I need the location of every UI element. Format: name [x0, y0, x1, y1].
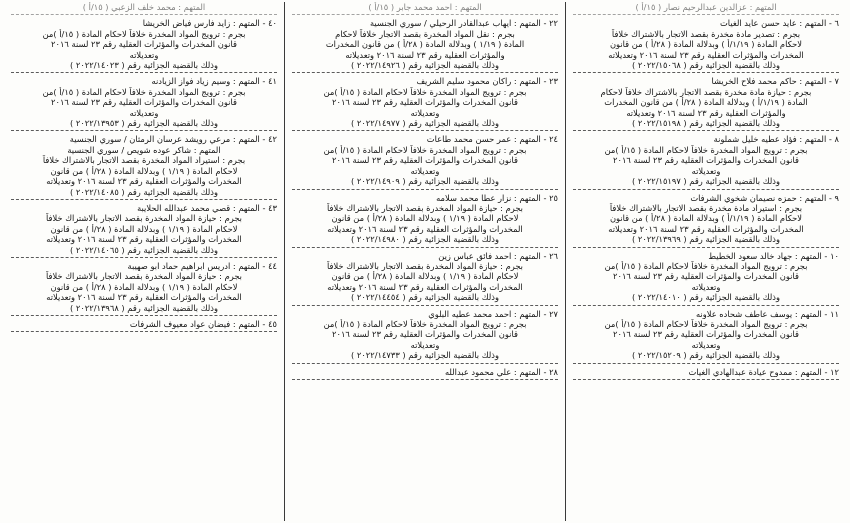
list-item [11, 319, 277, 332]
page-bottom-fade [285, 511, 565, 521]
entry-line: المخدرات والمؤثرات العقلية رقم ٢٣ لسنة ٢٠١٦ وتعديلاته [608, 49, 804, 60]
entry-line: بجرم : حيازة المواد المخدرة بقصد الاتجار بالاشتراك خلافاً [326, 202, 523, 213]
list-item [573, 193, 839, 248]
entry-line: وذلك بالقضية الجزائية رقم ( ٢٠٢٢/١٤٠١٠ ) [632, 292, 780, 303]
entry-line: قانون المخدرات والمؤثرات العقلية رقم ٢٣ لسنة ٢٠١٦ [332, 329, 518, 340]
entry-line: المخدرات والمؤثرات العقلية رقم ٢٣ لسنة ٢٠١٦ وتعديلاته [46, 234, 242, 245]
entry-line: بجرم : ترويج المواد المخدرة خلافاً لاحكام المادة ( ١٥/أ )من [323, 318, 527, 329]
entry-line: ٧ - المتهم : حاكم محمد فلاح الخريشا [711, 76, 839, 87]
entry-line: قانون المخدرات والمؤثرات العقلية رقم ٢٣ لسنة ٢٠١٦ [613, 329, 799, 340]
entry-line: بجرم : استيراد مادة مخدرة بقصد الاتجار بالاشتراك خلافاً [609, 202, 803, 213]
entry-line: المخدرات والمؤثرات العقلية رقم ٢٣ لسنة ٢٠١٦ وتعديلاته [46, 292, 242, 303]
entry-line: وتعديلاته [410, 339, 440, 350]
entry-line: لاحكام المادة ( ١/١٩ ) وبدلالة المادة ( ٢٨/أ ) من قانون [50, 223, 238, 234]
list-item [292, 367, 558, 380]
column-middle [285, 2, 566, 521]
entry-line: وذلك بالقضية الجزائية رقم ( ٢٠٢٢/١٤٩٠٩ ) [351, 176, 499, 187]
list-item [11, 2, 277, 15]
entry-line: المخدرات والمؤثرات العقلية رقم ٢٣ لسنة ٢٠١٦ وتعديلاته [46, 176, 242, 187]
list-item [573, 134, 839, 189]
list-item [292, 18, 558, 73]
entry-line: بجرم : ترويج المواد المخدرة خلافاً لاحكام المادة ( ١٥/أ )من [323, 144, 527, 155]
entry-line: لاحكام المادة ( ١/١٩ ) وبدلالة المادة ( ٢٨/أ ) من قانون [50, 281, 238, 292]
column-right [566, 2, 846, 521]
entry-line: بجرم : ترويج المواد المخدرة خلافاً لاحكام المادة ( ١٥/أ )من [42, 28, 246, 39]
entry-line: بجرم : استيراد المواد المخدرة بقصد الاتجار بالاشتراك خلافاً [42, 155, 246, 166]
entry-line: المادة ( ١/١٩/أ ) وبدلالة المادة ( ٢٨/أ ) من قانون المخدرات [604, 97, 808, 108]
entry-line: ٦ - المتهم : عايد حسن عايد الغيات [719, 18, 839, 29]
entry-line: ١٢ - المتهم : ممدوح عيادة عبدالهادي الغيات [688, 366, 839, 377]
entry-line: قانون المخدرات والمؤثرات العقلية رقم ٢٣ لسنة ٢٠١٦ [613, 271, 799, 282]
entry-line: ٤٢ - المتهم : مرعي رويشد عرسان الرمثان / سوري الجنسية [69, 134, 277, 145]
entry-line: وذلك بالقضية الجزائية رقم ( ٢٠٢٢/١٣٩٦٨ ) [70, 302, 218, 313]
entry-line: وذلك بالقضية الجزائية رقم ( ٢٠٢٢/١٤٩٧٧ ) [351, 118, 499, 129]
entry-line: وذلك بالقضية الجزائية رقم ( ٢٠٢٢/١٣٩٦٩ ) [632, 234, 780, 245]
entry-line: وتعديلاته [410, 107, 440, 118]
entry-line: بجرم : ترويج المواد المخدرة خلافاً لاحكام المادة ( ١٥/أ )من [604, 318, 808, 329]
document-columns [4, 2, 846, 521]
list-item [573, 367, 839, 380]
entry-line: المادة ( ١/١٩ ) وبدلالة المادة ( ٢٨/أ ) من قانون المخدرات [325, 39, 525, 50]
entry-line: وذلك بالقضية الجزائية رقم ( ٢٠٢٢/١٤٤٥٤ ) [351, 292, 499, 303]
entry-line: وذلك بالقضية الجزائية رقم ( ٢٠٢٢/١٣٩٥٣ ) [70, 118, 218, 129]
entry-line: وذلك بالقضية الجزائية رقم ( ٢٠٢٢/١٤٠٢٣ ) [70, 60, 218, 71]
list-item [292, 76, 558, 131]
list-item [11, 76, 277, 131]
entry-line: وذلك بالقضية الجزائية رقم ( ٢٠٢٢/١٥٢٠٩ ) [632, 350, 780, 361]
page-bottom-fade [4, 511, 284, 521]
entry-line: لاحكام المادة ( ١/١٩/أ ) وبدلالة المادة ( ٢٨/أ ) من قانون [609, 39, 803, 50]
entry-line: ٢٨ - المتهم : علي محمود عبدالله [444, 366, 558, 377]
entry-line: ٢٣ - المتهم : راكان محمود سليم الشريف [416, 76, 558, 87]
entry-line: قانون المخدرات والمؤثرات العقلية رقم ٢٣ لسنة ٢٠١٦ [332, 155, 518, 166]
entry-line: بجرم : تصدير مادة مخدرة بقصد الاتجار بالاشتراك خلافاً [611, 28, 801, 39]
list-item [11, 261, 277, 316]
entry-line: ٢٦ - المتهم : احمد فائق عباس زين [438, 250, 558, 261]
entry-line: بجرم : حيازة المواد المخدرة بقصد الاتجار بالاشتراك خلافاً [45, 213, 242, 224]
entry-line: قانون المخدرات والمؤثرات العقلية رقم ٢٣ لسنة ٢٠١٦ [51, 97, 237, 108]
entry-line: وتعديلاته [129, 107, 159, 118]
entry-line: ٤٣ - المتهم : قصي محمد عبدالله الحلايبة [137, 202, 277, 213]
entry-line: ٢٤ - المتهم : عمر حسن محمد طاعات [426, 134, 558, 145]
entry-line: بجرم : ترويج المواد المخدرة خلافاً لاحكام المادة ( ١٥/أ )من [604, 144, 808, 155]
entry-line: بجرم : حيازة مادة مخدرة بقصد الاتجار بالاشتراك خلافاً لاحكام [600, 86, 812, 97]
list-item [292, 193, 558, 248]
entry-line: والمؤثرات العقلية رقم ٢٣ لسنة ٢٠١٦ وتعديلاته [626, 107, 786, 118]
entry-line: المتهم : عزالدين عبدالرحيم نصار ( ١٥/أ ) [635, 2, 777, 12]
entry-line: وتعديلاته [691, 339, 721, 350]
list-item [292, 251, 558, 306]
entry-line: وذلك بالقضية الجزائية رقم ( ٢٠٢٢/١٤٩٨٠ ) [351, 234, 499, 245]
entry-line: بجرم : حيازة المواد المخدرة بقصد الاتجار بالاشتراك خلافاً [326, 260, 523, 271]
list-item [292, 2, 558, 15]
entry-line: بجرم : ترويج المواد المخدرة خلافاً لاحكام المادة ( ١٥/أ )من [604, 260, 808, 271]
list-item [292, 134, 558, 189]
entry-line: والمؤثرات العقلية رقم ٢٣ لسنة ٢٠١٦ وتعديلاته [345, 49, 505, 60]
entry-line: وذلك بالقضية الجزائية رقم ( ٢٠٢٢/١٤٧٣٣ ) [351, 350, 499, 361]
entry-line: ٤١ - المتهم : وسيم زياد فواز الزيادنه [151, 76, 277, 87]
page-bottom-fade [566, 511, 846, 521]
entry-line: المخدرات والمؤثرات العقلية رقم ٢٣ لسنة ٢٠١٦ وتعديلاته [327, 223, 523, 234]
list-item [11, 203, 277, 258]
entry-line: قانون المخدرات والمؤثرات العقلية رقم ٢٣ لسنة ٢٠١٦ [613, 155, 799, 166]
entry-line: المتهم : محمد خلف الزعبي ( ١٥/أ ) [82, 2, 206, 12]
entry-line: قانون المخدرات والمؤثرات العقلية رقم ٢٣ لسنة ٢٠١٦ [51, 39, 237, 50]
entry-line: ٤٠ - المتهم : زايد فارس فياض الخريشا [142, 18, 277, 29]
list-item [11, 18, 277, 73]
entry-line: ٨ - المتهم : فؤاد عطيه خليل شملونة [713, 134, 839, 145]
entry-line: وتعديلاته [691, 165, 721, 176]
entry-line: لاحكام المادة ( ١/١٩ ) وبدلالة المادة ( ٢٨/أ ) من قانون [50, 165, 238, 176]
entry-line: ٢٢ - المتهم : ايهاب عبدالقادر الرحيلي / سوري الجنسية [369, 18, 558, 29]
list-item [573, 251, 839, 306]
entry-line: لاحكام المادة ( ١/١٩/أ ) وبدلالة المادة ( ٢٨/أ ) من قانون [609, 213, 803, 224]
entry-line: ٢٧ - المتهم : احمد محمد عطيه البلوي [428, 308, 558, 319]
entry-line: بجرم : حيازة المواد المخدرة بقصد الاتجار بالاشتراك خلافاً [45, 271, 242, 282]
entry-line: وتعديلاته [691, 281, 721, 292]
entry-line: المتهم : احمد محمد جابر ( ١٥/أ ) [368, 2, 482, 12]
entry-line: ١١ - المتهم : يوسف عاطف شحاده علاونه [695, 308, 839, 319]
entry-line: المتهم : شاكر عوده شويص / سوري الجنسية [67, 144, 221, 155]
entry-line: وذلك بالقضية الجزائية رقم ( ٢٠٢٢/١٤٠٦٥ ) [70, 244, 218, 255]
entry-line: المخدرات والمؤثرات العقلية رقم ٢٣ لسنة ٢٠١٦ وتعديلاته [327, 281, 523, 292]
entry-line: وذلك بالقضية الجزائية رقم ( ٢٠٢٢/١٥٠٦٨ ) [632, 60, 780, 71]
entry-line: وتعديلاته [410, 165, 440, 176]
entry-line: بجرم : ترويج المواد المخدرة خلافاً لاحكام المادة ( ١٥/أ )من [323, 86, 527, 97]
entry-line: وذلك بالقضية الجزائية رقم ( ٢٠٢٢/١٥١٩٧ ) [632, 176, 780, 187]
entry-line: وتعديلاته [129, 49, 159, 60]
entry-line: ١٠ - المتهم : جهاد خالد سعود الخطيط [708, 250, 839, 261]
column-left [4, 2, 285, 521]
list-item [573, 309, 839, 364]
entry-line: لاحكام المادة ( ١/١٩ ) وبدلالة المادة ( ٢٨/أ ) من قانون [331, 213, 519, 224]
entry-line: وذلك بالقضية الجزائية رقم ( ٢٠٢٢/١٥١٩٨ ) [632, 118, 780, 129]
list-item [11, 134, 277, 199]
list-item [292, 309, 558, 364]
entry-line: لاحكام المادة ( ١/١٩ ) وبدلالة المادة ( ٢٨/أ ) من قانون [331, 271, 519, 282]
entry-line: بجرم : ترويج المواد المخدرة خلافاً لاحكام المادة ( ١٥/أ )من [42, 86, 246, 97]
entry-line: ٤٤ - المتهم : ادريس ابراهيم حماد ابو صهيبة [127, 260, 277, 271]
list-item [573, 76, 839, 131]
entry-line: وذلك بالقضية الجزائية رقم ( ٢٠٢٢/١٤٠٨٥ ) [70, 186, 218, 197]
entry-line: ٤٥ - المتهم : فيضان عواد معيوف الشرفات [129, 318, 277, 329]
list-item [573, 2, 839, 15]
entry-line: وذلك بالقضية الجزائية رقم ( ٢٠٢٢/١٤٩٢٦ ) [351, 60, 499, 71]
entry-line: قانون المخدرات والمؤثرات العقلية رقم ٢٣ لسنة ٢٠١٦ [332, 97, 518, 108]
entry-line: بجرم : نقل المواد المخدرة بقصد الاتجار خلافاً لاحكام [335, 28, 515, 39]
entry-line: المخدرات والمؤثرات العقلية رقم ٢٣ لسنة ٢٠١٦ وتعديلاته [608, 223, 804, 234]
entry-line: ٢٥ - المتهم : نزار عطا محمد سلامه [436, 192, 558, 203]
list-item [573, 18, 839, 73]
entry-line: ٩ - المتهم : حمزه نصيمان شخوي الشرفات [690, 192, 839, 203]
